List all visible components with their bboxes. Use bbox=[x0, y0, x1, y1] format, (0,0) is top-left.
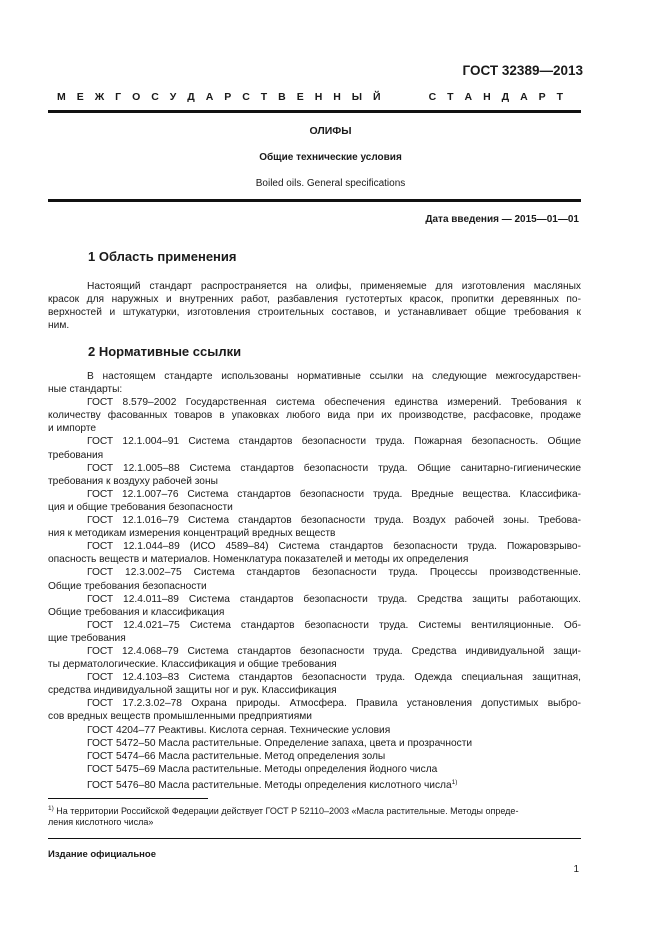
footnote-separator bbox=[48, 798, 208, 799]
reference-text: ция и общие требования безопасности bbox=[48, 501, 233, 513]
text-line: красок для наружных и внутренних работ, разбавления густотертых красок, пропитки деревянных по- bbox=[48, 294, 581, 306]
reference-line bbox=[48, 462, 581, 475]
footnote-text-1: На территории Российской Федерации действует ГОСТ Р 52110–2003 «Масла растительные. Методы опреде- bbox=[56, 806, 519, 816]
standard-number: ГОСТ 32389—2013 bbox=[462, 63, 583, 78]
reference-line bbox=[48, 449, 581, 462]
reference-line bbox=[48, 409, 581, 422]
reference-line bbox=[48, 540, 581, 553]
reference-line bbox=[48, 658, 581, 671]
reference-text: средства индивидуальной защиты ног и рук. Классификация bbox=[48, 685, 337, 697]
reference-text: щие требования bbox=[48, 632, 126, 644]
references-list bbox=[48, 370, 581, 789]
interstate-standard-label bbox=[57, 91, 563, 103]
reference-line bbox=[48, 763, 581, 776]
reference-line bbox=[48, 396, 581, 409]
document-title: ОЛИФЫ bbox=[309, 125, 352, 137]
reference-line bbox=[48, 566, 581, 579]
footnote-mark: 1) bbox=[48, 805, 54, 812]
reference-text: требования bbox=[48, 449, 104, 461]
reference-text: ГОСТ 5476–80 Масла растительные. Методы определения кислотного числа bbox=[87, 779, 452, 791]
reference-text: ные стандарты: bbox=[48, 384, 123, 396]
text-line: Настоящий стандарт распространяется на олифы, применяемые для изготовления масляных bbox=[87, 281, 581, 292]
reference-line bbox=[48, 619, 581, 632]
footer-rule bbox=[48, 838, 581, 839]
reference-line bbox=[48, 684, 581, 697]
reference-line bbox=[48, 580, 581, 593]
reference-line bbox=[48, 488, 581, 501]
reference-text: Общие требования безопасности bbox=[48, 580, 207, 592]
title-rule bbox=[48, 199, 581, 202]
page-number: 1 bbox=[573, 864, 579, 875]
section-heading-scope: 1 Область применения bbox=[88, 249, 237, 264]
reference-line bbox=[48, 553, 581, 566]
reference-text: ГОСТ 5475–69 Масла растительные. Методы определения йодного числа bbox=[87, 763, 438, 775]
reference-line bbox=[48, 737, 581, 750]
reference-line bbox=[48, 606, 581, 619]
reference-text: ГОСТ 12.4.103–83 Система стандартов безопасности труда. Одежда специальная защитная, bbox=[87, 672, 581, 684]
reference-line bbox=[48, 750, 581, 763]
reference-text: ГОСТ 5472–50 Масла растительные. Определение запаха, цвета и прозрачности bbox=[87, 737, 473, 749]
reference-text: ГОСТ 12.1.016–79 Система стандартов безопасности труда. Воздух рабочей зоны. Требова- bbox=[87, 515, 581, 527]
interstate-label-right: С Т А Н Д А Р Т bbox=[428, 91, 564, 103]
interstate-label-left: М Е Ж Г О С У Д А Р С Т В Е Н Н Ы Й bbox=[57, 91, 381, 103]
reference-line bbox=[48, 645, 581, 658]
reference-text: ГОСТ 12.1.004–91 Система стандартов безопасности труда. Пожарная безопасность. Общие bbox=[87, 436, 581, 448]
document-subtitle: Общие технические условия bbox=[259, 152, 402, 163]
header-rule bbox=[48, 110, 581, 113]
reference-line bbox=[48, 527, 581, 540]
reference-line bbox=[48, 370, 581, 383]
scope-paragraph bbox=[48, 280, 581, 332]
reference-text: ГОСТ 12.4.068–79 Система стандартов безопасности труда. Средства индивидуальной защи- bbox=[87, 645, 581, 657]
footnote-text-2: ления кислотного числа» bbox=[48, 817, 154, 828]
reference-line bbox=[48, 435, 581, 448]
reference-line bbox=[48, 671, 581, 684]
reference-text: ГОСТ 12.1.044–89 (ИСО 4589–84) Система стандартов безопасности труда. Пожаровзрыво- bbox=[87, 541, 581, 553]
text-line: ним. bbox=[48, 320, 70, 332]
effective-date: Дата введения — 2015—01—01 bbox=[425, 214, 579, 225]
reference-line bbox=[48, 710, 581, 723]
reference-line bbox=[48, 632, 581, 645]
reference-text: требования к воздуху рабочей зоны bbox=[48, 475, 218, 487]
reference-text: количеству фасованных товаров в упаковках любого вида при их производстве, расфасовке, продаже bbox=[48, 410, 581, 422]
reference-line bbox=[48, 514, 581, 527]
reference-text: ГОСТ 17.2.3.02–78 Охрана природы. Атмосфера. Правила установления допустимых выбро- bbox=[87, 698, 581, 710]
reference-line bbox=[48, 422, 581, 435]
reference-text: ГОСТ 5474–66 Масла растительные. Метод определения золы bbox=[87, 750, 386, 762]
reference-line bbox=[48, 383, 581, 396]
reference-text: Общие требования и классификация bbox=[48, 606, 225, 618]
reference-text: В настоящем стандарте использованы нормативные ссылки на следующие межгосударствен- bbox=[87, 371, 581, 382]
section-heading-references: 2 Нормативные ссылки bbox=[88, 344, 242, 359]
reference-text: ГОСТ 4204–77 Реактивы. Кислота серная. Технические условия bbox=[87, 724, 391, 736]
reference-line bbox=[48, 475, 581, 488]
reference-text: и импорте bbox=[48, 423, 97, 435]
reference-text: ГОСТ 12.4.021–75 Система стандартов безопасности труда. Системы вентиляционные. Об- bbox=[87, 619, 581, 631]
reference-line bbox=[48, 501, 581, 514]
reference-text: опасность веществ и материалов. Номенклатура показателей и методы их определения bbox=[48, 554, 469, 566]
reference-text: ГОСТ 12.1.005–88 Система стандартов безопасности труда. Общие санитарно-гигиенические bbox=[87, 462, 581, 474]
reference-line bbox=[48, 776, 581, 789]
english-title: Boiled oils. General specifications bbox=[255, 178, 406, 189]
reference-text: ния к методикам измерения концентраций вредных веществ bbox=[48, 528, 336, 540]
footnote bbox=[48, 803, 581, 829]
reference-text: ГОСТ 8.579–2002 Государственная система обеспечения единства измерений. Требования к bbox=[87, 397, 581, 409]
footnote-reference-mark: 1) bbox=[451, 778, 458, 786]
reference-text: ГОСТ 12.3.002–75 Система стандартов безопасности труда. Процессы производственные. bbox=[87, 567, 581, 579]
footnote-line bbox=[48, 803, 581, 816]
reference-text: ГОСТ 12.4.011–89 Система стандартов безопасности труда. Средства защиты работающих. bbox=[87, 593, 581, 605]
reference-text: ты дерматологические. Классификация и общие требования bbox=[48, 659, 337, 671]
reference-text: ГОСТ 12.1.007–76 Система стандартов безопасности труда. Вредные вещества. Классифика- bbox=[87, 488, 581, 500]
edition-label: Издание официальное bbox=[48, 849, 156, 860]
text-line: верхностей и штукатурки, изготовления строительных составов, и устанавливает общие требования к bbox=[48, 307, 581, 319]
reference-text: сов вредных веществ промышленными предприятиями bbox=[48, 711, 312, 723]
reference-line bbox=[48, 724, 581, 737]
reference-line bbox=[48, 593, 581, 606]
reference-line bbox=[48, 697, 581, 710]
